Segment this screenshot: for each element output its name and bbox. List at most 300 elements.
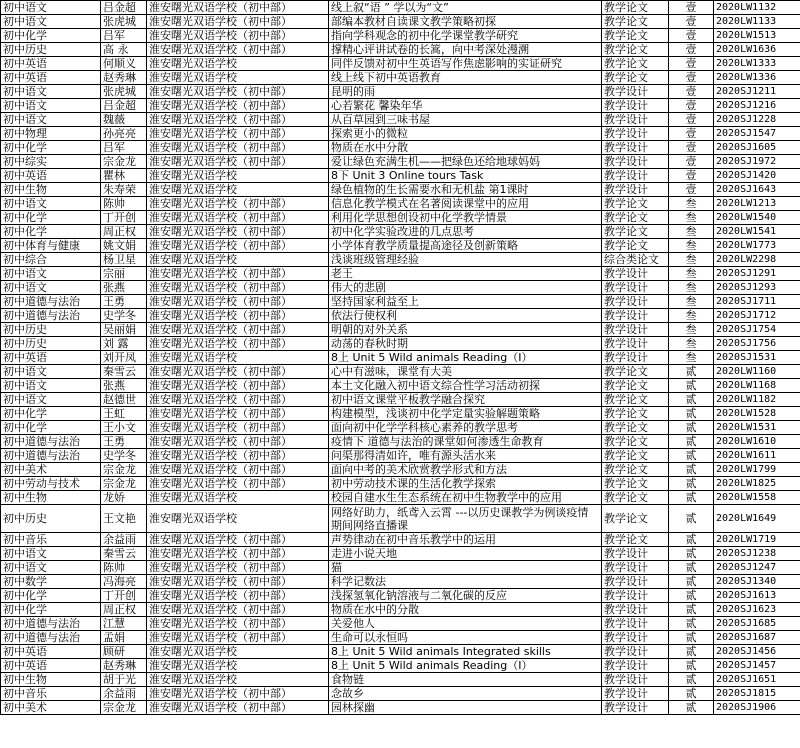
- title-cell: 探索更小的微粒: [329, 127, 602, 141]
- table-row: [1, 113, 800, 127]
- table-row: [1, 29, 800, 43]
- table-row: [1, 85, 800, 99]
- table-row: [1, 71, 800, 85]
- school-cell: 淮安曙光双语学校（初中部）: [147, 15, 329, 29]
- author-cell: 杨卫星: [101, 253, 147, 267]
- code-cell: 2020SJ1340: [714, 575, 800, 589]
- code-cell: 2020SJ1754: [714, 323, 800, 337]
- title-cell: 构建模型，浅谈初中化学定量实验解题策略: [329, 407, 602, 421]
- level-cell: 叁: [669, 197, 714, 211]
- type-cell: 教学论文: [602, 533, 669, 547]
- school-cell: 淮安曙光双语学校（初中部）: [147, 379, 329, 393]
- table-row: [1, 141, 800, 155]
- code-cell: 2020SJ1456: [714, 645, 800, 659]
- subject-cell: 初中语文: [1, 15, 101, 29]
- level-cell: 贰: [669, 687, 714, 701]
- level-cell: 贰: [669, 673, 714, 687]
- subject-cell: 初中道德与法治: [1, 631, 101, 645]
- school-cell: 淮安曙光双语学校（初中部）: [147, 29, 329, 43]
- table-row: [1, 15, 800, 29]
- table-row: [1, 379, 800, 393]
- school-cell: 淮安曙光双语学校（初中部）: [147, 393, 329, 407]
- type-cell: 教学设计: [602, 589, 669, 603]
- level-cell: 贰: [669, 645, 714, 659]
- subject-cell: 初中语文: [1, 85, 101, 99]
- level-cell: 叁: [669, 295, 714, 309]
- author-cell: 姚文娟: [101, 239, 147, 253]
- code-cell: 2020LW1528: [714, 407, 800, 421]
- title-cell: 心中有滋味，课堂有大美: [329, 365, 602, 379]
- level-cell: 贰: [669, 603, 714, 617]
- table-row: [1, 659, 800, 673]
- code-cell: 2020SJ1291: [714, 267, 800, 281]
- code-cell: 2020SJ1643: [714, 183, 800, 197]
- table-row: [1, 281, 800, 295]
- code-cell: 2020LW1531: [714, 421, 800, 435]
- author-cell: 刘开凤: [101, 351, 147, 365]
- code-cell: 2020SJ1756: [714, 337, 800, 351]
- type-cell: 教学设计: [602, 309, 669, 323]
- table-row: [1, 687, 800, 701]
- title-cell: 关爱他人: [329, 617, 602, 631]
- author-cell: 陈帅: [101, 197, 147, 211]
- subject-cell: 初中美术: [1, 463, 101, 477]
- title-cell: 利用化学思想创设初中化学教学情景: [329, 211, 602, 225]
- subject-cell: 初中历史: [1, 323, 101, 337]
- code-cell: 2020SJ1711: [714, 295, 800, 309]
- type-cell: 教学设计: [602, 267, 669, 281]
- author-cell: 王文艳: [101, 505, 147, 533]
- school-cell: 淮安曙光双语学校（初中部）: [147, 449, 329, 463]
- title-cell: 8上 Unit 5 Wild animals Reading（Ⅰ）: [329, 351, 602, 365]
- type-cell: 教学设计: [602, 295, 669, 309]
- type-cell: 教学论文: [602, 463, 669, 477]
- author-cell: 赵秀琳: [101, 659, 147, 673]
- type-cell: 教学论文: [602, 1, 669, 15]
- subject-cell: 初中道德与法治: [1, 435, 101, 449]
- subject-cell: 初中历史: [1, 337, 101, 351]
- table-row: [1, 351, 800, 365]
- type-cell: 教学设计: [602, 351, 669, 365]
- school-cell: 淮安曙光双语学校（初中部）: [147, 323, 329, 337]
- subject-cell: 初中生物: [1, 183, 101, 197]
- level-cell: 贰: [669, 449, 714, 463]
- title-cell: 猫: [329, 561, 602, 575]
- type-cell: 教学设计: [602, 617, 669, 631]
- author-cell: 瞿林: [101, 169, 147, 183]
- table-row: [1, 239, 800, 253]
- subject-cell: 初中语文: [1, 197, 101, 211]
- code-cell: 2020SJ1531: [714, 351, 800, 365]
- title-cell: 浅探氢氧化钠溶液与二氧化碳的反应: [329, 589, 602, 603]
- code-cell: 2020SJ1605: [714, 141, 800, 155]
- table-row: [1, 99, 800, 113]
- table-row: [1, 211, 800, 225]
- level-cell: 壹: [669, 85, 714, 99]
- subject-cell: 初中语文: [1, 379, 101, 393]
- level-cell: 贰: [669, 491, 714, 505]
- type-cell: 教学设计: [602, 701, 669, 715]
- subject-cell: 初中语文: [1, 281, 101, 295]
- type-cell: 教学论文: [602, 407, 669, 421]
- title-cell: 老王: [329, 267, 602, 281]
- subject-cell: 初中道德与法治: [1, 295, 101, 309]
- type-cell: 教学设计: [602, 113, 669, 127]
- code-cell: 2020SJ1687: [714, 631, 800, 645]
- level-cell: 壹: [669, 99, 714, 113]
- subject-cell: 初中历史: [1, 43, 101, 57]
- code-cell: 2020SJ1972: [714, 155, 800, 169]
- type-cell: 教学设计: [602, 645, 669, 659]
- school-cell: 淮安曙光双语学校（初中部）: [147, 239, 329, 253]
- level-cell: 贰: [669, 407, 714, 421]
- table-row: [1, 253, 800, 267]
- author-cell: 宗金龙: [101, 477, 147, 491]
- table-row: [1, 57, 800, 71]
- code-cell: 2020SJ1420: [714, 169, 800, 183]
- level-cell: 叁: [669, 253, 714, 267]
- table-row: [1, 505, 800, 533]
- school-cell: 淮安曙光双语学校（初中部）: [147, 225, 329, 239]
- subject-cell: 初中英语: [1, 169, 101, 183]
- level-cell: 贰: [669, 589, 714, 603]
- school-cell: 淮安曙光双语学校: [147, 57, 329, 71]
- title-cell: 初中劳动技术课的生活化教学探索: [329, 477, 602, 491]
- table-row: [1, 435, 800, 449]
- code-cell: 2020LW1610: [714, 435, 800, 449]
- author-cell: 史学冬: [101, 309, 147, 323]
- subject-cell: 初中物理: [1, 127, 101, 141]
- title-cell: 物质在水中分散: [329, 141, 602, 155]
- code-cell: 2020LW1799: [714, 463, 800, 477]
- author-cell: 张燕: [101, 281, 147, 295]
- title-cell: 线上叙“语 ” 学以为“文”: [329, 1, 602, 15]
- school-cell: 淮安曙光双语学校（初中部）: [147, 211, 329, 225]
- subject-cell: 初中英语: [1, 351, 101, 365]
- table-row: [1, 225, 800, 239]
- author-cell: 张燕: [101, 379, 147, 393]
- level-cell: 叁: [669, 323, 714, 337]
- title-cell: 8上 Unit 5 Wild animals Integrated skills: [329, 645, 602, 659]
- title-cell: 信息化教学模式在名著阅读课堂中的应用: [329, 197, 602, 211]
- subject-cell: 初中化学: [1, 421, 101, 435]
- table-row: [1, 547, 800, 561]
- code-cell: 2020LW1541: [714, 225, 800, 239]
- school-cell: 淮安曙光双语学校（初中部）: [147, 533, 329, 547]
- level-cell: 叁: [669, 337, 714, 351]
- school-cell: 淮安曙光双语学校（初中部）: [147, 561, 329, 575]
- table-row: [1, 1, 800, 15]
- author-cell: 高 永: [101, 43, 147, 57]
- title-cell: 初中语文课堂平板教学融合探究: [329, 393, 602, 407]
- school-cell: 淮安曙光双语学校（初中部）: [147, 155, 329, 169]
- code-cell: 2020LW1773: [714, 239, 800, 253]
- type-cell: 教学设计: [602, 673, 669, 687]
- level-cell: 壹: [669, 141, 714, 155]
- title-cell: 指向学科观念的初中化学课堂教学研究: [329, 29, 602, 43]
- level-cell: 贰: [669, 365, 714, 379]
- author-cell: 吕军: [101, 29, 147, 43]
- school-cell: 淮安曙光双语学校: [147, 673, 329, 687]
- school-cell: 淮安曙光双语学校（初中部）: [147, 43, 329, 57]
- author-cell: 余益雨: [101, 533, 147, 547]
- code-cell: 2020LW1336: [714, 71, 800, 85]
- subject-cell: 初中英语: [1, 645, 101, 659]
- author-cell: 宗金龙: [101, 155, 147, 169]
- level-cell: 壹: [669, 113, 714, 127]
- table-row: [1, 267, 800, 281]
- author-cell: 何顺义: [101, 57, 147, 71]
- type-cell: 教学设计: [602, 141, 669, 155]
- type-cell: 教学设计: [602, 631, 669, 645]
- table-row: [1, 43, 800, 57]
- table-row: [1, 127, 800, 141]
- author-cell: 孟娟: [101, 631, 147, 645]
- author-cell: 王小文: [101, 421, 147, 435]
- level-cell: 贰: [669, 631, 714, 645]
- author-cell: 周正权: [101, 603, 147, 617]
- level-cell: 壹: [669, 71, 714, 85]
- table-row: [1, 477, 800, 491]
- title-cell: 依法行使权利: [329, 309, 602, 323]
- author-cell: 龙娇: [101, 491, 147, 505]
- title-cell: 念故乡: [329, 687, 602, 701]
- table-body: [1, 1, 800, 715]
- school-cell: 淮安曙光双语学校（初中部）: [147, 197, 329, 211]
- title-cell: 面向初中化学学科核心素养的教学思考: [329, 421, 602, 435]
- subject-cell: 初中劳动与技术: [1, 477, 101, 491]
- type-cell: 教学论文: [602, 421, 669, 435]
- level-cell: 壹: [669, 155, 714, 169]
- level-cell: 贰: [669, 701, 714, 715]
- title-cell: 食物链: [329, 673, 602, 687]
- type-cell: 教学论文: [602, 365, 669, 379]
- subject-cell: 初中化学: [1, 589, 101, 603]
- table-row: [1, 533, 800, 547]
- level-cell: 叁: [669, 309, 714, 323]
- table-row: [1, 421, 800, 435]
- title-cell: 科学记数法: [329, 575, 602, 589]
- school-cell: 淮安曙光双语学校（初中部）: [147, 575, 329, 589]
- table-row: [1, 393, 800, 407]
- title-cell: 心若繁花 馨染年华: [329, 99, 602, 113]
- school-cell: 淮安曙光双语学校: [147, 491, 329, 505]
- table-row: [1, 561, 800, 575]
- table-row: [1, 323, 800, 337]
- level-cell: 壹: [669, 1, 714, 15]
- level-cell: 壹: [669, 15, 714, 29]
- subject-cell: 初中英语: [1, 71, 101, 85]
- subject-cell: 初中道德与法治: [1, 309, 101, 323]
- school-cell: 淮安曙光双语学校（初中部）: [147, 589, 329, 603]
- author-cell: 王勇: [101, 295, 147, 309]
- type-cell: 教学设计: [602, 155, 669, 169]
- level-cell: 贰: [669, 575, 714, 589]
- school-cell: 淮安曙光双语学校（初中部）: [147, 701, 329, 715]
- code-cell: 2020SJ1247: [714, 561, 800, 575]
- author-cell: 吴丽娟: [101, 323, 147, 337]
- title-cell: 本土文化融入初中语文综合性学习活动初探: [329, 379, 602, 393]
- table-row: [1, 169, 800, 183]
- type-cell: 教学设计: [602, 323, 669, 337]
- title-cell: 浅谈班级管理经验: [329, 253, 602, 267]
- subject-cell: 初中化学: [1, 141, 101, 155]
- type-cell: 教学论文: [602, 491, 669, 505]
- title-cell: 走进小说天地: [329, 547, 602, 561]
- author-cell: 秦雪云: [101, 365, 147, 379]
- title-cell: 动荡的春秋时期: [329, 337, 602, 351]
- table-row: [1, 491, 800, 505]
- type-cell: 教学论文: [602, 71, 669, 85]
- author-cell: 王勇: [101, 435, 147, 449]
- code-cell: 2020SJ1228: [714, 113, 800, 127]
- level-cell: 贰: [669, 435, 714, 449]
- school-cell: 淮安曙光双语学校（初中部）: [147, 687, 329, 701]
- school-cell: 淮安曙光双语学校（初中部）: [147, 435, 329, 449]
- author-cell: 丁开创: [101, 211, 147, 225]
- title-cell: 园林探幽: [329, 701, 602, 715]
- author-cell: 魏薇: [101, 113, 147, 127]
- code-cell: 2020LW1333: [714, 57, 800, 71]
- type-cell: 教学设计: [602, 687, 669, 701]
- title-cell: 面向中考的美术欣赏教学形式和方法: [329, 463, 602, 477]
- type-cell: 教学论文: [602, 211, 669, 225]
- title-cell: 8上 Unit 5 Wild animals Reading（Ⅰ）: [329, 659, 602, 673]
- school-cell: 淮安曙光双语学校（初中部）: [147, 477, 329, 491]
- code-cell: 2020SJ1651: [714, 673, 800, 687]
- subject-cell: 初中语文: [1, 1, 101, 15]
- title-cell: 爱让绿色充满生机——把绿色还给地球妈妈: [329, 155, 602, 169]
- level-cell: 贰: [669, 393, 714, 407]
- subject-cell: 初中语文: [1, 113, 101, 127]
- school-cell: 淮安曙光双语学校（初中部）: [147, 421, 329, 435]
- code-cell: 2020LW1132: [714, 1, 800, 15]
- subject-cell: 初中英语: [1, 659, 101, 673]
- school-cell: 淮安曙光双语学校: [147, 183, 329, 197]
- author-cell: 孙亮亮: [101, 127, 147, 141]
- author-cell: 胡于光: [101, 673, 147, 687]
- code-cell: 2020SJ1623: [714, 603, 800, 617]
- table-row: [1, 295, 800, 309]
- code-cell: 2020LW1168: [714, 379, 800, 393]
- type-cell: 教学论文: [602, 477, 669, 491]
- type-cell: 教学设计: [602, 183, 669, 197]
- title-cell: 伟大的悲剧: [329, 281, 602, 295]
- code-cell: 2020LW1649: [714, 505, 800, 533]
- code-cell: 2020LW1133: [714, 15, 800, 29]
- subject-cell: 初中道德与法治: [1, 449, 101, 463]
- title-cell: 初中化学实验改进的几点思考: [329, 225, 602, 239]
- level-cell: 贰: [669, 505, 714, 533]
- subject-cell: 初中化学: [1, 211, 101, 225]
- title-cell: 网络好助力，纸鸢入云霄 ---以历史课教学为例谈疫情期间网络直播课: [329, 505, 602, 533]
- code-cell: 2020LW1540: [714, 211, 800, 225]
- level-cell: 贰: [669, 463, 714, 477]
- table-row: [1, 673, 800, 687]
- code-cell: 2020SJ1906: [714, 701, 800, 715]
- author-cell: 宗金龙: [101, 701, 147, 715]
- subject-cell: 初中语文: [1, 393, 101, 407]
- author-cell: 冯海亮: [101, 575, 147, 589]
- code-cell: 2020LW1182: [714, 393, 800, 407]
- type-cell: 教学设计: [602, 85, 669, 99]
- subject-cell: 初中语文: [1, 561, 101, 575]
- school-cell: 淮安曙光双语学校（初中部）: [147, 617, 329, 631]
- level-cell: 壹: [669, 29, 714, 43]
- title-cell: 昆明的雨: [329, 85, 602, 99]
- subject-cell: 初中道德与法治: [1, 617, 101, 631]
- author-cell: 朱寿荣: [101, 183, 147, 197]
- type-cell: 综合类论文: [602, 253, 669, 267]
- author-cell: 秦雪云: [101, 547, 147, 561]
- title-cell: 校园自建水生生态系统在初中生物教学中的应用: [329, 491, 602, 505]
- school-cell: 淮安曙光双语学校（初中部）: [147, 337, 329, 351]
- title-cell: 明朝的对外关系: [329, 323, 602, 337]
- code-cell: 2020SJ1547: [714, 127, 800, 141]
- title-cell: 疫情下 道德与法治的课堂如何渗透生命教育: [329, 435, 602, 449]
- table-row: [1, 701, 800, 715]
- code-cell: 2020LW1611: [714, 449, 800, 463]
- author-cell: 宗金龙: [101, 463, 147, 477]
- level-cell: 壹: [669, 169, 714, 183]
- table-row: [1, 575, 800, 589]
- code-cell: 2020SJ1238: [714, 547, 800, 561]
- level-cell: 叁: [669, 225, 714, 239]
- title-cell: 声势律动在初中音乐教学中的运用: [329, 533, 602, 547]
- level-cell: 贰: [669, 547, 714, 561]
- subject-cell: 初中英语: [1, 57, 101, 71]
- type-cell: 教学设计: [602, 281, 669, 295]
- code-cell: 2020LW1558: [714, 491, 800, 505]
- subject-cell: 初中体育与健康: [1, 239, 101, 253]
- type-cell: 教学设计: [602, 561, 669, 575]
- level-cell: 贰: [669, 561, 714, 575]
- type-cell: 教学论文: [602, 393, 669, 407]
- code-cell: 2020LW1636: [714, 43, 800, 57]
- type-cell: 教学论文: [602, 435, 669, 449]
- school-cell: 淮安曙光双语学校（初中部）: [147, 603, 329, 617]
- author-cell: 张虎城: [101, 85, 147, 99]
- type-cell: 教学论文: [602, 57, 669, 71]
- table-row: [1, 365, 800, 379]
- subject-cell: 初中音乐: [1, 687, 101, 701]
- author-cell: 吕金超: [101, 1, 147, 15]
- type-cell: 教学论文: [602, 43, 669, 57]
- subject-cell: 初中语文: [1, 365, 101, 379]
- school-cell: 淮安曙光双语学校（初中部）: [147, 631, 329, 645]
- subject-cell: 初中生物: [1, 673, 101, 687]
- subject-cell: 初中语文: [1, 99, 101, 113]
- level-cell: 壹: [669, 127, 714, 141]
- type-cell: 教学设计: [602, 603, 669, 617]
- table-row: [1, 337, 800, 351]
- school-cell: 淮安曙光双语学校: [147, 351, 329, 365]
- title-cell: 绿色植物的生长需要水和无机盐 第1课时: [329, 183, 602, 197]
- code-cell: 2020SJ1211: [714, 85, 800, 99]
- code-cell: 2020SJ1815: [714, 687, 800, 701]
- type-cell: 教学设计: [602, 169, 669, 183]
- title-cell: 问渠那得清如许，唯有源头活水来: [329, 449, 602, 463]
- level-cell: 贰: [669, 379, 714, 393]
- level-cell: 叁: [669, 239, 714, 253]
- table-row: [1, 309, 800, 323]
- school-cell: 淮安曙光双语学校（初中部）: [147, 113, 329, 127]
- type-cell: 教学设计: [602, 337, 669, 351]
- author-cell: 王虹: [101, 407, 147, 421]
- school-cell: 淮安曙光双语学校（初中部）: [147, 267, 329, 281]
- author-cell: 周正权: [101, 225, 147, 239]
- table-row: [1, 183, 800, 197]
